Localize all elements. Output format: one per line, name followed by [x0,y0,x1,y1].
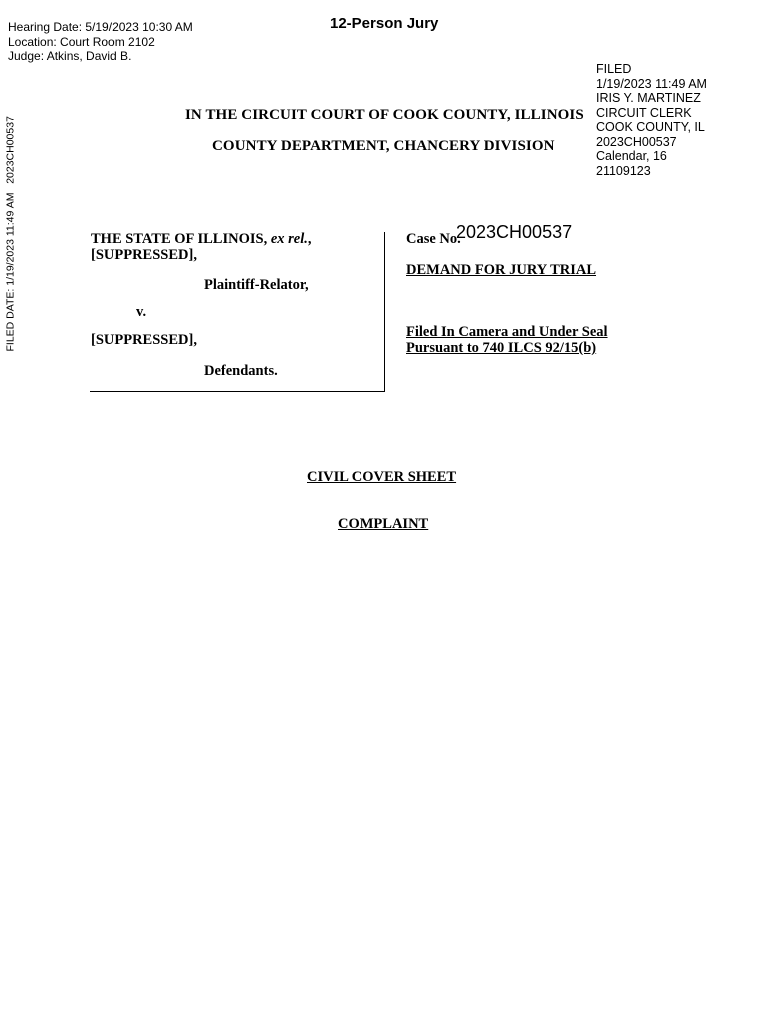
plaintiff-role: Plaintiff-Relator, [204,277,309,293]
hearing-judge: Judge: Atkins, David B. [8,49,132,63]
hearing-info [8,20,193,64]
plaintiff-state: THE STATE OF ILLINOIS, [91,231,268,247]
filed-stamp-line: IRIS Y. MARTINEZ [596,91,701,105]
filed-stamp-line: Calendar, 16 [596,149,667,163]
division-heading: COUNTY DEPARTMENT, CHANCERY DIVISION [212,138,555,154]
filed-stamp-line: 21109123 [596,163,651,178]
court-heading: IN THE CIRCUIT COURT OF COOK COUNTY, ILLINOIS [185,107,584,123]
jury-demand: DEMAND FOR JURY TRIAL [406,262,597,278]
plaintiff-name [91,231,312,247]
caption-underline [90,391,385,392]
defendant-name: [SUPPRESSED], [91,332,197,348]
defendant-role: Defendants. [204,363,278,379]
hearing-date: Hearing Date: 5/19/2023 10:30 AM [8,20,193,34]
civil-cover-sheet-title: CIVIL COVER SHEET [307,469,457,485]
case-no-label: Case No. [406,231,461,247]
versus: v. [136,304,147,320]
plaintiff-relator-name: [SUPPRESSED], [91,247,197,263]
side-filed-date: FILED DATE: 1/19/2023 11:49 AM 2023CH00537 [4,116,17,352]
case-number-label [406,231,461,247]
seal-notice-line1: Filed In Camera and Under Seal [406,324,608,340]
filed-stamp-line: FILED [596,62,632,76]
caption-divider [384,232,385,392]
ex-rel: ex rel. [270,231,308,247]
filed-stamp-line: 2023CH00537 [596,134,677,149]
jury-label: 12-Person Jury [330,15,439,32]
filed-stamp [596,62,707,178]
seal-notice-line2: Pursuant to 740 ILCS 92/15(b) [406,340,597,356]
filed-stamp-line: CIRCUIT CLERK [596,105,692,120]
filed-stamp-line: COOK COUNTY, IL [596,120,705,134]
comma: , [307,231,312,247]
hearing-location: Location: Court Room 2102 [8,34,155,49]
filed-stamp-line: 1/19/2023 11:49 AM [596,76,707,91]
complaint-title: COMPLAINT [338,516,429,532]
case-number: 2023CH00537 [456,222,573,242]
